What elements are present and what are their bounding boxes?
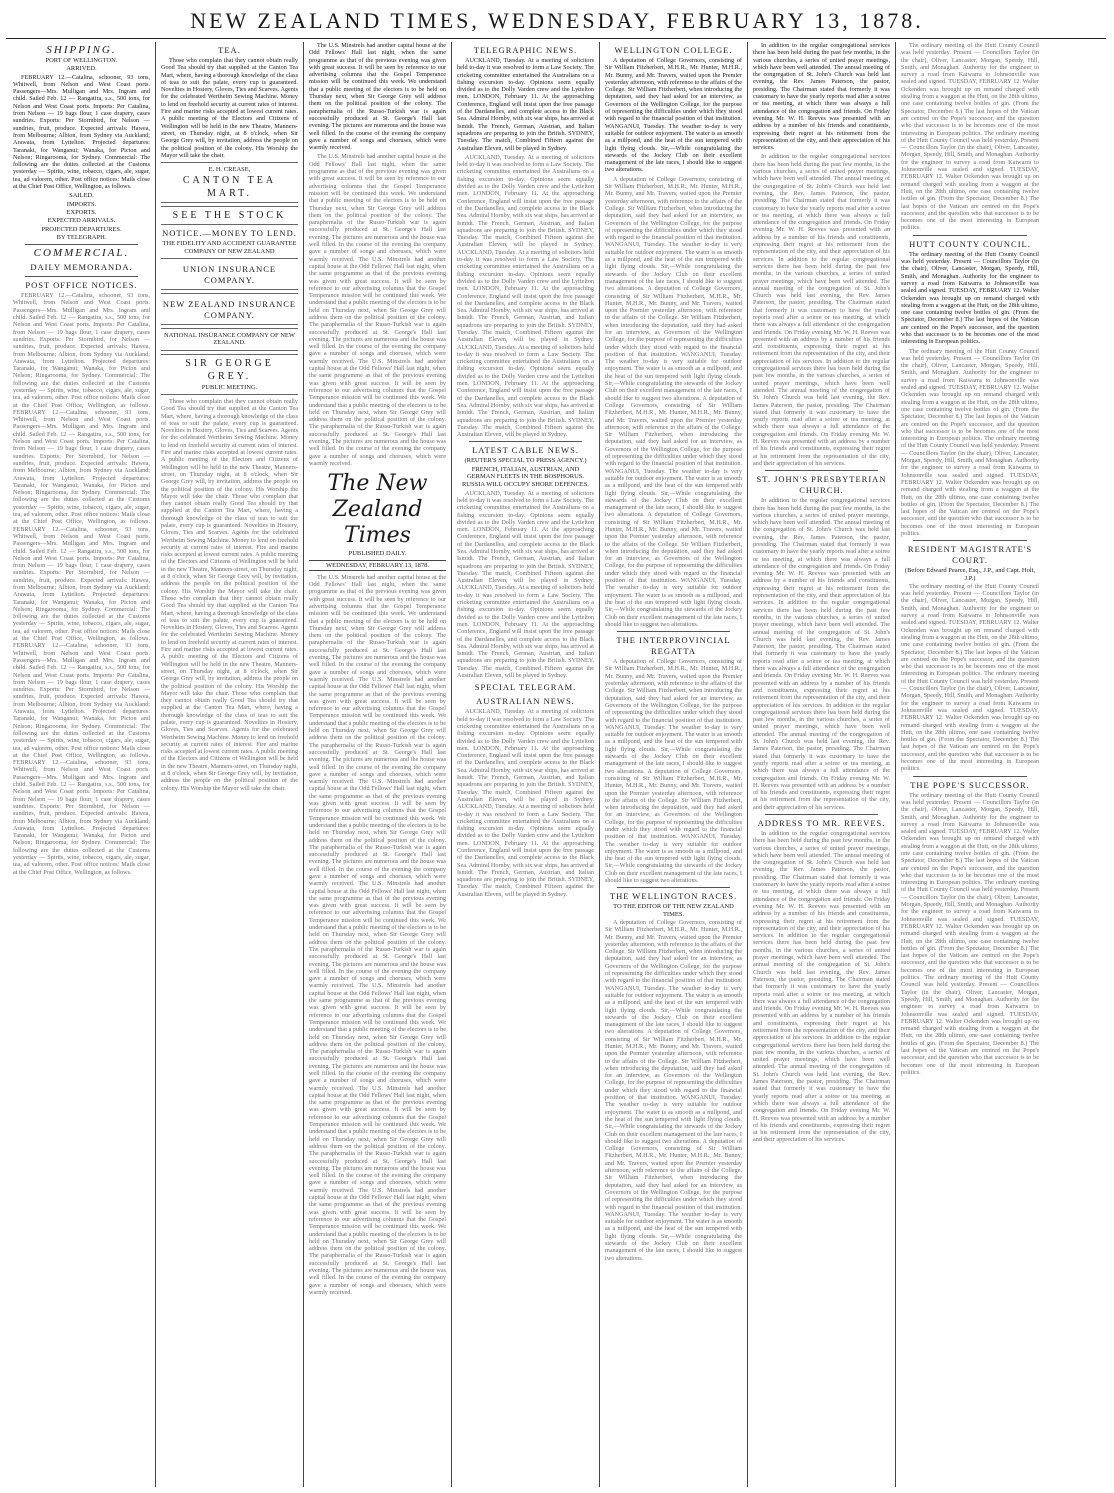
column-1-head-7: EXPECTED ARRIVALS. bbox=[47, 217, 116, 225]
column-1-head-1: SHIPPING. bbox=[46, 44, 117, 56]
column-1-head-8: PROJECTED DEPARTURES. bbox=[41, 225, 122, 233]
insurance-advert-national bbox=[161, 328, 298, 351]
column-2-head-2: E. H. CREASE, bbox=[208, 166, 251, 174]
column-1-head-12: POST OFFICE NOTICES. bbox=[25, 280, 138, 291]
column-2-head-11: PUBLIC MEETING. bbox=[201, 383, 258, 391]
column-2-body: Those who complain that they cannot obtain really Good Tea should try that supplied at the Canton Tea Mart, where, having a thorough knowledge of the class of teas to suit the palate, every cup is guaranteed. Novelties in Hosiery, Gloves, Ties and Scarves. Agents for the celebrated Wertheim Sewing Machine. Money to lend on freehold security at current rates of interest. Fire and marine risks accepted at lowest current rates. A public meeting of the Electors and Citizens of Wellington will be held in the new Theatre, Manners-street, on Thursday night, at 8 o'clock, when Sir George Grey will, by invitation, address the people on the political position of the colony. His Worship the Mayor will take the chair. bbox=[161, 57, 298, 159]
column-7-head-4: THE POPE'S SUCCESSOR. bbox=[910, 779, 1030, 790]
columns-grid bbox=[8, 42, 1106, 1487]
column-1-head-4: SAILED. bbox=[69, 192, 94, 200]
column-1-head-10: COMMERCIAL. bbox=[33, 247, 130, 260]
masthead-rule bbox=[6, 38, 1106, 39]
column-1 bbox=[8, 42, 156, 1487]
dateline: WEDNESDAY, FEBRUARY 13, 1878. bbox=[309, 560, 446, 571]
column-6-filler-c: In addition to the regular congregational services there has been held during the past few months, in the various churches, a series of united prayer meetings, which have been well attended. The annual meeting of the congregation of St. John's Church was held last evening, the Rev. James Paterson, the pastor, presiding. The Chairman stated that formerly it was customary to have the yearly reports read after a soiree or tea meeting, at which there was always a full attendance of the congregation and friends. On Friday evening Mr. W. H. Reeves was presented with an address by a number of his friends and constituents, expressing their regret at his retirement from the representation of the city, and their appreciation of his services. In addition to the regular congregational services there has been held during the past few months, in the various churches, a series of united prayer meetings, which have been well attended. The annual meeting of the congregation of St. John's Church was held last evening, the Rev. James Paterson, the pastor, presiding. The Chairman stated that formerly it was customary to have the yearly reports read after a soiree or tea meeting, at which there was always a full attendance of the congregation and friends. On Friday evening Mr. W. H. Reeves was presented with an address by a number of his friends and constituents, expressing their regret at his retirement from the representation of the city, and their appreciation of his services. In addition to the regular congregational services there has been held during the past few months, in the various churches, a series of united prayer meetings, which have been well attended. The annual meeting of the congregation of St. John's Church was held last evening, the Rev. James Paterson, the pastor, presiding. The Chairman stated that formerly it was customary to have the yearly reports read after a soiree or tea meeting, at which there was always a full attendance of the congregation and friends. On Friday evening Mr. W. H. Reeves was presented with an address by a number of his friends and constituents, expressing their regret at his retirement from the representation of the city, and their appreciation of his services. bbox=[753, 829, 890, 1144]
column-7-filler-d: The ordinary meeting of the Hutt County Council was held yesterday. Present — Councillors Taylor (in the chair), Oliver, Lancaster, Morgan, Speedy, Hill, Smith, and Monaghan. Authority for the engineer to survey a road from Kaiwarra to Johnsonville was sealed and signed. TUESDAY, FEBRUARY 12. Walter Ockenden was brought up on remand charged with stealing from a waggon at the Hutt, on the 28th ultimo, one case containing twelve bottles of gin. (From the Spectator, December 8.) The last hopes of the Vatican are centred on the Pope's successor, and the question who that successor is to be becomes one of the most interesting in European politics. The ordinary meeting of the Hutt County Council was held yesterday. Present — Councillors Taylor (in the chair), Oliver, Lancaster, Morgan, Speedy, Hill, Smith, and Monaghan. Authority for the engineer to survey a road from Kaiwarra to Johnsonville was sealed and signed. TUESDAY, FEBRUARY 12. Walter Ockenden was brought up on remand charged with stealing from a waggon at the Hutt, on the 28th ultimo, one case containing twelve bottles of gin. (From the Spectator, December 8.) The last hopes of the Vatican are centred on the Pope's successor, and the question who that successor is to be becomes one of the most interesting in European politics. The ordinary meeting of the Hutt County Council was held yesterday. Present — Councillors Taylor (in the chair), Oliver, Lancaster, Morgan, Speedy, Hill, Smith, and Monaghan. Authority for the engineer to survey a road from Kaiwarra to Johnsonville was sealed and signed. TUESDAY, FEBRUARY 12. Walter Ockenden was brought up on remand charged with stealing from a waggon at the Hutt, on the 28th ultimo, one case containing twelve bottles of gin. (From the Spectator, December 8.) The last hopes of the Vatican are centred on the Pope's successor, and the question who that successor is to be becomes one of the most interesting in European politics. bbox=[901, 791, 1039, 1076]
column-1-body: FEBRUARY 12.—Catalina, schooner, 93 tons, Whitwell, from Nelson and West Coast ports. Passengers—Mrs. Mulligan and Mrs. Ingram and child. Sailed Feb. 12 — Rangatira, s.s., 500 tons, for Nelson and West Coast ports. Imports: Per Catalina, from Nelson — 19 bags flour, 1 case drapery, cases sundries. Exports: Per Stormbird, for Nelson — sundries, fruit, produce. Expected arrivals: Hawea, from Melbourne; Albion, from Sydney via Auckland; Arawata, from Lyttelton. Projected departures: Taranaki, for Wanganui; Wanaka, for Picton and Nelson; Ringarooma, for Sydney. Commercial: The following are the duties collected at the Customs yesterday — Spirits, wine, tobacco, cigars, ale, sugar, tea, ad valorem, other. Post office notices: Mails close at the Chief Post Office, Wellington, as follows. bbox=[13, 73, 150, 191]
column-2-head-3: CANTON TEA MART. bbox=[182, 175, 277, 200]
column-5 bbox=[600, 42, 748, 1487]
tea-advert bbox=[161, 162, 298, 203]
column-1-head-5: IMPORTS. bbox=[66, 200, 97, 208]
column-3 bbox=[304, 42, 452, 1487]
column-4-head-7: AUSTRALIAN NEWS. bbox=[476, 696, 575, 707]
column-4-body: AUCKLAND, Tuesday. At a meeting of solicitors held to-day it was resolved to form a Law Society. The cricketing committee entertained the Australians on a fishing excursion to-day. Opinions seem equally divided as to the Dolly Varden crew and the Lyttelton men. LONDON, February 11. At the approaching Conference, England will insist upon the free passage of the Dardanelles, and complete access to the Black Sea. Admiral Hornby, with six war ships, has arrived at Ismidt. The French, German, Austrian, and Italian squadrons are preparing to join the British. SYDNEY, Tuesday. The match, Combined Fifteen against the Australian Eleven, will be played in Sydney. bbox=[457, 57, 594, 152]
column-1-filler: FEBRUARY 12.—Catalina, schooner, 93 tons, Whitwell, from Nelson and West Coast ports. Passengers—Mrs. Mulligan and Mrs. Ingram and child. Sailed Feb. 12 — Rangatira, s.s., 500 tons, for Nelson and West Coast ports. Imports: Per Catalina, from Nelson — 19 bags flour, 1 case drapery, cases sundries. Exports: Per Stormbird, for Nelson — sundries, fruit, produce. Expected arrivals: Hawea, from Melbourne; Albion, from Sydney via Auckland; Arawata, from Lyttelton. Projected departures: Taranaki, for Wanganui; Wanaka, for Picton and Nelson; Ringarooma, for Sydney. Commercial: The following are the duties collected at the Customs yesterday — Spirits, wine, tobacco, cigars, ale, sugar, tea, ad valorem, other. Post office notices: Mails close at the Chief Post Office, Wellington, as follows. FEBRUARY 12.—Catalina, schooner, 93 tons, Whitwell, from Nelson and West Coast ports. Passengers—Mrs. Mulligan and Mrs. Ingram and child. Sailed Feb. 12 — Rangatira, s.s., 500 tons, for Nelson and West Coast ports. Imports: Per Catalina, from Nelson — 19 bags flour, 1 case drapery, cases sundries. Exports: Per Stormbird, for Nelson — sundries, fruit, produce. Expected arrivals: Hawea, from Melbourne; Albion, from Sydney via Auckland; Arawata, from Lyttelton. Projected departures: Taranaki, for Wanganui; Wanaka, for Picton and Nelson; Ringarooma, for Sydney. Commercial: The following are the duties collected at the Customs yesterday — Spirits, wine, tobacco, cigars, ale, sugar, tea, ad valorem, other. Post office notices: Mails close at the Chief Post Office, Wellington, as follows. FEBRUARY 12.—Catalina, schooner, 93 tons, Whitwell, from Nelson and West Coast ports. Passengers—Mrs. Mulligan and Mrs. Ingram and child. Sailed Feb. 12 — Rangatira, s.s., 500 tons, for Nelson and West Coast ports. Imports: Per Catalina, from Nelson — 19 bags flour, 1 case drapery, cases sundries. Exports: Per Stormbird, for Nelson — sundries, fruit, produce. Expected arrivals: Hawea, from Melbourne; Albion, from Sydney via Auckland; Arawata, from Lyttelton. Projected departures: Taranaki, for Wanganui; Wanaka, for Picton and Nelson; Ringarooma, for Sydney. Commercial: The following are the duties collected at the Customs yesterday — Spirits, wine, tobacco, cigars, ale, sugar, tea, ad valorem, other. Post office notices: Mails close at the Chief Post Office, Wellington, as follows. FEBRUARY 12.—Catalina, schooner, 93 tons, Whitwell, from Nelson and West Coast ports. Passengers—Mrs. Mulligan and Mrs. Ingram and child. Sailed Feb. 12 — Rangatira, s.s., 500 tons, for Nelson and West Coast ports. Imports: Per Catalina, from Nelson — 19 bags flour, 1 case drapery, cases sundries. Exports: Per Stormbird, for Nelson — sundries, fruit, produce. Expected arrivals: Hawea, from Melbourne; Albion, from Sydney via Auckland; Arawata, from Lyttelton. Projected departures: Taranaki, for Wanganui; Wanaka, for Picton and Nelson; Ringarooma, for Sydney. Commercial: The following are the duties collected at the Customs yesterday — Spirits, wine, tobacco, cigars, ale, sugar, tea, ad valorem, other. Post office notices: Mails close at the Chief Post Office, Wellington, as follows. FEBRUARY 12.—Catalina, schooner, 93 tons, Whitwell, from Nelson and West Coast ports. Passengers—Mrs. Mulligan and Mrs. Ingram and child. Sailed Feb. 12 — Rangatira, s.s., 500 tons, for Nelson and West Coast ports. Imports: Per Catalina, from Nelson — 19 bags flour, 1 case drapery, cases sundries. Exports: Per Stormbird, for Nelson — sundries, fruit, produce. Expected arrivals: Hawea, from Melbourne; Albion, from Sydney via Auckland; Arawata, from Lyttelton. Projected departures: Taranaki, for Wanganui; Wanaka, for Picton and Nelson; Ringarooma, for Sydney. Commercial: The following are the duties collected at the Customs yesterday — Spirits, wine, tobacco, cigars, ale, sugar, tea, ad valorem, other. Post office notices: Mails close at the Chief Post Office, Wellington, as follows. bbox=[13, 292, 150, 876]
column-7-body: The ordinary meeting of the Hutt County Council was held yesterday. Present — Councillors Taylor (in the chair), Oliver, Lancaster, Morgan, Speedy, Hill, Smith, and Monaghan. Authority for the engineer to survey a road from Kaiwarra to Johnsonville was sealed and signed. TUESDAY, FEBRUARY 12. Walter Ockenden was brought up on remand charged with stealing from a waggon at the Hutt, on the 28th ultimo, one case containing twelve bottles of gin. (From the Spectator, December 8.) The last hopes of the Vatican are centred on the Pope's successor, and the question who that successor is to be becomes one of the most interesting in European politics. bbox=[901, 250, 1039, 346]
column-6 bbox=[748, 42, 896, 1487]
column-7-filler-b: The ordinary meeting of the Hutt County Council was held yesterday. Present — Councillors Taylor (in the chair), Oliver, Lancaster, Morgan, Speedy, Hill, Smith, and Monaghan. Authority for the engineer to survey a road from Kaiwarra to Johnsonville was sealed and signed. TUESDAY, FEBRUARY 12. Walter Ockenden was brought up on remand charged with stealing from a waggon at the Hutt, on the 28th ultimo, one case containing twelve bottles of gin. (From the Spectator, December 8.) The last hopes of the Vatican are centred on the Pope's successor, and the question who that successor is to be becomes one of the most interesting in European politics. The ordinary meeting of the Hutt County Council was held yesterday. Present — Councillors Taylor (in the chair), Oliver, Lancaster, Morgan, Speedy, Hill, Smith, and Monaghan. Authority for the engineer to survey a road from Kaiwarra to Johnsonville was sealed and signed. TUESDAY, FEBRUARY 12. Walter Ockenden was brought up on remand charged with stealing from a waggon at the Hutt, on the 28th ultimo, one case containing twelve bottles of gin. (From the Spectator, December 8.) The last hopes of the Vatican are centred on the Pope's successor, and the question who that successor is to be becomes one of the most interesting in European politics. bbox=[901, 347, 1039, 537]
column-4-head-1: TELEGRAPHIC NEWS. bbox=[473, 45, 578, 55]
column-4-filler-a: AUCKLAND, Tuesday. At a meeting of solicitors held to-day it was resolved to form a Law Society. The cricketing committee entertained the Australians on a fishing excursion to-day. Opinions seem equally divided as to the Dolly Varden crew and the Lyttelton men. LONDON, February 11. At the approaching Conference, England will insist upon the free passage of the Dardanelles, and complete access to the Black Sea. Admiral Hornby, with six war ships, has arrived at Ismidt. The French, German, Austrian, and Italian squadrons are preparing to join the British. SYDNEY, Tuesday. The match, Combined Fifteen against the Australian Eleven, will be played in Sydney. AUCKLAND, Tuesday. At a meeting of solicitors held to-day it was resolved to form a Law Society. The cricketing committee entertained the Australians on a fishing excursion to-day. Opinions seem equally divided as to the Dolly Varden crew and the Lyttelton men. LONDON, February 11. At the approaching Conference, England will insist upon the free passage of the Dardanelles, and complete access to the Black Sea. Admiral Hornby, with six war ships, has arrived at Ismidt. The French, German, Austrian, and Italian squadrons are preparing to join the British. SYDNEY, Tuesday. The match, Combined Fifteen against the Australian Eleven, will be played in Sydney. AUCKLAND, Tuesday. At a meeting of solicitors held to-day it was resolved to form a Law Society. The cricketing committee entertained the Australians on a fishing excursion to-day. Opinions seem equally divided as to the Dolly Varden crew and the Lyttelton men. LONDON, February 11. At the approaching Conference, England will insist upon the free passage of the Dardanelles, and complete access to the Black Sea. Admiral Hornby, with six war ships, has arrived at Ismidt. The French, German, Austrian, and Italian squadrons are preparing to join the British. SYDNEY, Tuesday. The match, Combined Fifteen against the Australian Eleven, will be played in Sydney. bbox=[457, 153, 594, 439]
nameplate-subtitle: PUBLISHED DAILY. bbox=[348, 550, 407, 558]
insurance-advert-nz bbox=[161, 293, 298, 325]
stock-advert bbox=[161, 206, 298, 225]
column-6-head-2: ADDRESS TO MR. REEVES. bbox=[757, 817, 886, 828]
column-2 bbox=[156, 42, 304, 1487]
column-5-filler-b: A deputation of College Governors, consisting of Sir William Fitzherbert, M.H.R., Mr. Hunter, M.H.R., Mr. Bunny, and Mr. Travers, waited upon the Premier yesterday afternoon, with reference to the affairs of the College. Sir William Fitzherbert, when introducing the deputation, said they had asked for an interview, as Governors of the Wellington College, for the purpose of representing the difficulties under which they stood with regard to the financial position of that institution. WANGANUI, Tuesday. The weather to-day is very suitable for outdoor enjoyment. The water is as smooth as a millpond, and the heat of the sun tempered with light flying clouds. Sir,—While congratulating the stewards of the Jockey Club on their excellent management of the late races, I should like to suggest two alterations. A deputation of College Governors, consisting of Sir William Fitzherbert, M.H.R., Mr. Hunter, M.H.R., Mr. Bunny, and Mr. Travers, waited upon the Premier yesterday afternoon, with reference to the affairs of the College. Sir William Fitzherbert, when introducing the deputation, said they had asked for an interview, as Governors of the Wellington College, for the purpose of representing the difficulties under which they stood with regard to the financial position of that institution. WANGANUI, Tuesday. The weather to-day is very suitable for outdoor enjoyment. The water is as smooth as a millpond, and the heat of the sun tempered with light flying clouds. Sir,—While congratulating the stewards of the Jockey Club on their excellent management of the late races, I should like to suggest two alterations. bbox=[605, 658, 742, 885]
column-2-head-10: SIR GEORGE GREY. bbox=[185, 357, 274, 382]
column-7-head-3: (Before Edward Pearce, Esq., J.P., and Capt. Holt, J.P.) bbox=[904, 567, 1036, 582]
column-3-body: The U.S. Minstrels had another capital house at the Odd Fellows' Hall last night, when the same programme as that of the previous evening was given with great success. It will be seen by reference to our advertising columns that the Gospel Temperance mission will be continued this week. We understand that a public meeting of the electors is to be held on Thursday next, when Sir George Grey will address them on the political position of the colony. The paraphernalia of the Russo-Turkish war is again successfully produced at St. George's Hall last evening. The pictures are numerous and the house was well filled. In the course of the evening the company gave a number of songs and choruses, which were warmly received. bbox=[309, 42, 446, 152]
column-2-head-1: TEA. bbox=[218, 45, 241, 55]
column-3-filler-a: The U.S. Minstrels had another capital house at the Odd Fellows' Hall last night, when the same programme as that of the previous evening was given with great success. It will be seen by reference to our advertising columns that the Gospel Temperance mission will be continued this week. We understand that a public meeting of the electors is to be held on Thursday next, when Sir George Grey will address them on the political position of the colony. The paraphernalia of the Russo-Turkish war is again successfully produced at St. George's Hall last evening. The pictures are numerous and the house was well filled. In the course of the evening the company gave a number of songs and choruses, which were warmly received. The U.S. Minstrels had another capital house at the Odd Fellows' Hall last night, when the same programme as that of the previous evening was given with great success. It will be seen by reference to our advertising columns that the Gospel Temperance mission will be continued this week. We understand that a public meeting of the electors is to be held on Thursday next, when Sir George Grey will address them on the political position of the colony. The paraphernalia of the Russo-Turkish war is again successfully produced at St. George's Hall last evening. The pictures are numerous and the house was well filled. In the course of the evening the company gave a number of songs and choruses, which were warmly received. The U.S. Minstrels had another capital house at the Odd Fellows' Hall last night, when the same programme as that of the previous evening was given with great success. It will be seen by reference to our advertising columns that the Gospel Temperance mission will be continued this week. We understand that a public meeting of the electors is to be held on Thursday next, when Sir George Grey will address them on the political position of the colony. The paraphernalia of the Russo-Turkish war is again successfully produced at St. George's Hall last evening. The pictures are numerous and the house was well filled. In the course of the evening the company gave a number of songs and choruses, which were warmly received. bbox=[309, 153, 446, 467]
column-6-head-1: ST. JOHN'S PRESBYTERIAN CHURCH. bbox=[756, 474, 887, 496]
public-meeting-advert bbox=[161, 354, 298, 395]
column-2-head-5: NOTICE.—MONEY TO LEND. bbox=[162, 228, 297, 239]
column-4-head-5: RUSSIA WILL OCCUPY SHORE DEFENCES. bbox=[461, 481, 590, 489]
column-4-head-2: LATEST CABLE NEWS. bbox=[472, 445, 579, 456]
column-2-head-4: SEE THE STOCK bbox=[172, 210, 287, 222]
column-5-head-4: TO THE EDITOR OF THE NEW ZEALAND TIMES. bbox=[613, 903, 734, 918]
column-2-head-8: NEW ZEALAND INSURANCE COMPANY. bbox=[162, 299, 297, 321]
insurance-advert-union bbox=[161, 258, 298, 290]
column-1-head-3: ARRIVED. bbox=[66, 65, 97, 73]
column-4-head-3: (REUTER'S SPECIAL TO PRESS AGENCY.) bbox=[464, 457, 587, 465]
column-5-head-3: THE WELLINGTON RACES. bbox=[609, 891, 738, 902]
column-5-head-2: THE INTERPROVINCIAL REGATTA bbox=[616, 635, 731, 657]
column-4-filler-b: AUCKLAND, Tuesday. At a meeting of solicitors held to-day it was resolved to form a Law Society. The cricketing committee entertained the Australians on a fishing excursion to-day. Opinions seem equally divided as to the Dolly Varden crew and the Lyttelton men. LONDON, February 11. At the approaching Conference, England will insist upon the free passage of the Dardanelles, and complete access to the Black Sea. Admiral Hornby, with six war ships, has arrived at Ismidt. The French, German, Austrian, and Italian squadrons are preparing to join the British. SYDNEY, Tuesday. The match, Combined Fifteen against the Australian Eleven, will be played in Sydney. AUCKLAND, Tuesday. At a meeting of solicitors held to-day it was resolved to form a Law Society. The cricketing committee entertained the Australians on a fishing excursion to-day. Opinions seem equally divided as to the Dolly Varden crew and the Lyttelton men. LONDON, February 11. At the approaching Conference, England will insist upon the free passage of the Dardanelles, and complete access to the Black Sea. Admiral Hornby, with six war ships, has arrived at Ismidt. The French, German, Austrian, and Italian squadrons are preparing to join the British. SYDNEY, Tuesday. The match, Combined Fifteen against the Australian Eleven, will be played in Sydney. bbox=[457, 489, 594, 680]
column-2-head-7: UNION INSURANCE COMPANY. bbox=[182, 264, 277, 286]
column-6-body: In addition to the regular congregational services there has been held during the past few months, in the various churches, a series of united prayer meetings, which have been well attended. The annual meeting of the congregation of St. John's Church was held last evening, the Rev. James Paterson, the pastor, presiding. The Chairman stated that formerly it was customary to have the yearly reports read after a soiree or tea meeting, at which there was always a full attendance of the congregation and friends. On Friday evening Mr. W. H. Reeves was presented with an address by a number of his friends and constituents, expressing their regret at his retirement from the representation of the city, and their appreciation of his services. bbox=[753, 42, 890, 152]
column-5-body: A deputation of College Governors, consisting of Sir William Fitzherbert, M.H.R., Mr. Hunter, M.H.R., Mr. Bunny, and Mr. Travers, waited upon the Premier yesterday afternoon, with reference to the affairs of the College. Sir William Fitzherbert, when introducing the deputation, said they had asked for an interview, as Governors of the Wellington College, for the purpose of representing the difficulties under which they stood with regard to the financial position of that institution. WANGANUI, Tuesday. The weather to-day is very suitable for outdoor enjoyment. The water is as smooth as a millpond, and the heat of the sun tempered with light flying clouds. Sir,—While congratulating the stewards of the Jockey Club on their excellent management of the late races, I should like to suggest two alterations. bbox=[605, 57, 742, 174]
column-6-filler-b: In addition to the regular congregational services there has been held during the past few months, in the various churches, a series of united prayer meetings, which have been well attended. The annual meeting of the congregation of St. John's Church was held last evening, the Rev. James Paterson, the pastor, presiding. The Chairman stated that formerly it was customary to have the yearly reports read after a soiree or tea meeting, at which there was always a full attendance of the congregation and friends. On Friday evening Mr. W. H. Reeves was presented with an address by a number of his friends and constituents, expressing their regret at his retirement from the representation of the city, and their appreciation of his services. In addition to the regular congregational services there has been held during the past few months, in the various churches, a series of united prayer meetings, which have been well attended. The annual meeting of the congregation of St. John's Church was held last evening, the Rev. James Paterson, the pastor, presiding. The Chairman stated that formerly it was customary to have the yearly reports read after a soiree or tea meeting, at which there was always a full attendance of the congregation and friends. On Friday evening Mr. W. H. Reeves was presented with an address by a number of his friends and constituents, expressing their regret at his retirement from the representation of the city, and their appreciation of his services. In addition to the regular congregational services there has been held during the past few months, in the various churches, a series of united prayer meetings, which have been well attended. The annual meeting of the congregation of St. John's Church was held last evening, the Rev. James Paterson, the pastor, presiding. The Chairman stated that formerly it was customary to have the yearly reports read after a soiree or tea meeting, at which there was always a full attendance of the congregation and friends. On Friday evening Mr. W. H. Reeves was presented with an address by a number of his friends and constituents, expressing their regret at his retirement from the representation of the city, and their appreciation of his services. bbox=[753, 497, 890, 811]
masthead: NEW ZEALAND TIMES, WEDNESDAY, FEBRUARY 13, 1878. bbox=[190, 8, 924, 33]
column-2-head-9: NATIONAL INSURANCE COMPANY OF NEW ZEALAND. bbox=[163, 332, 296, 347]
column-4-head-6: SPECIAL TELEGRAM. bbox=[474, 682, 577, 693]
column-4-filler-c: AUCKLAND, Tuesday. At a meeting of solicitors held to-day it was resolved to form a Law Society. The cricketing committee entertained the Australians on a fishing excursion to-day. Opinions seem equally divided as to the Dolly Varden crew and the Lyttelton men. LONDON, February 11. At the approaching Conference, England will insist upon the free passage of the Dardanelles, and complete access to the Black Sea. Admiral Hornby, with six war ships, has arrived at Ismidt. The French, German, Austrian, and Italian squadrons are preparing to join the British. SYDNEY, Tuesday. The match, Combined Fifteen against the Australian Eleven, will be played in Sydney. AUCKLAND, Tuesday. At a meeting of solicitors held to-day it was resolved to form a Law Society. The cricketing committee entertained the Australians on a fishing excursion to-day. Opinions seem equally divided as to the Dolly Varden crew and the Lyttelton men. LONDON, February 11. At the approaching Conference, England will insist upon the free passage of the Dardanelles, and complete access to the Black Sea. Admiral Hornby, with six war ships, has arrived at Ismidt. The French, German, Austrian, and Italian squadrons are preparing to join the British. SYDNEY, Tuesday. The match, Combined Fifteen against the Australian Eleven, will be played in Sydney. bbox=[457, 708, 594, 898]
column-5-filler-a: A deputation of College Governors, consisting of Sir William Fitzherbert, M.H.R., Mr. Hunter, M.H.R., Mr. Bunny, and Mr. Travers, waited upon the Premier yesterday afternoon, with reference to the affairs of the College. Sir William Fitzherbert, when introducing the deputation, said they had asked for an interview, as Governors of the Wellington College, for the purpose of representing the difficulties under which they stood with regard to the financial position of that institution. WANGANUI, Tuesday. The weather to-day is very suitable for outdoor enjoyment. The water is as smooth as a millpond, and the heat of the sun tempered with light flying clouds. Sir,—While congratulating the stewards of the Jockey Club on their excellent management of the late races, I should like to suggest two alterations. A deputation of College Governors, consisting of Sir William Fitzherbert, M.H.R., Mr. Hunter, M.H.R., Mr. Bunny, and Mr. Travers, waited upon the Premier yesterday afternoon, with reference to the affairs of the College. Sir William Fitzherbert, when introducing the deputation, said they had asked for an interview, as Governors of the Wellington College, for the purpose of representing the difficulties under which they stood with regard to the financial position of that institution. WANGANUI, Tuesday. The weather to-day is very suitable for outdoor enjoyment. The water is as smooth as a millpond, and the heat of the sun tempered with light flying clouds. Sir,—While congratulating the stewards of the Jockey Club on their excellent management of the late races, I should like to suggest two alterations. A deputation of College Governors, consisting of Sir William Fitzherbert, M.H.R., Mr. Hunter, M.H.R., Mr. Bunny, and Mr. Travers, waited upon the Premier yesterday afternoon, with reference to the affairs of the College. Sir William Fitzherbert, when introducing the deputation, said they had asked for an interview, as Governors of the Wellington College, for the purpose of representing the difficulties under which they stood with regard to the financial position of that institution. WANGANUI, Tuesday. The weather to-day is very suitable for outdoor enjoyment. The water is as smooth as a millpond, and the heat of the sun tempered with light flying clouds. Sir,—While congratulating the stewards of the Jockey Club on their excellent management of the late races, I should like to suggest two alterations. A deputation of College Governors, consisting of Sir William Fitzherbert, M.H.R., Mr. Hunter, M.H.R., Mr. Bunny, and Mr. Travers, waited upon the Premier yesterday afternoon, with reference to the affairs of the College. Sir William Fitzherbert, when introducing the deputation, said they had asked for an interview, as Governors of the Wellington College, for the purpose of representing the difficulties under which they stood with regard to the financial position of that institution. WANGANUI, Tuesday. The weather to-day is very suitable for outdoor enjoyment. The water is as smooth as a millpond, and the heat of the sun tempered with light flying clouds. Sir,—While congratulating the stewards of the Jockey Club on their excellent management of the late races, I should like to suggest two alterations. bbox=[605, 175, 742, 628]
nameplate: The New Zealand Times bbox=[327, 471, 428, 549]
column-4 bbox=[452, 42, 600, 1487]
column-2-filler: Those who complain that they cannot obtain really Good Tea should try that supplied at the Canton Tea Mart, where, having a thorough knowledge of the class of teas to suit the palate, every cup is guaranteed. Novelties in Hosiery, Gloves, Ties and Scarves. Agents for the celebrated Wertheim Sewing Machine. Money to lend on freehold security at current rates of interest. Fire and marine risks accepted at lowest current rates. A public meeting of the Electors and Citizens of Wellington will be held in the new Theatre, Manners-street, on Thursday night, at 8 o'clock, when Sir George Grey will, by invitation, address the people on the political position of the colony. His Worship the Mayor will take the chair. Those who complain that they cannot obtain really Good Tea should try that supplied at the Canton Tea Mart, where, having a thorough knowledge of the class of teas to suit the palate, every cup is guaranteed. Novelties in Hosiery, Gloves, Ties and Scarves. Agents for the celebrated Wertheim Sewing Machine. Money to lend on freehold security at current rates of interest. Fire and marine risks accepted at lowest current rates. A public meeting of the Electors and Citizens of Wellington will be held in the new Theatre, Manners-street, on Thursday night, at 8 o'clock, when Sir George Grey will, by invitation, address the people on the political position of the colony. His Worship the Mayor will take the chair. Those who complain that they cannot obtain really Good Tea should try that supplied at the Canton Tea Mart, where, having a thorough knowledge of the class of teas to suit the palate, every cup is guaranteed. Novelties in Hosiery, Gloves, Ties and Scarves. Agents for the celebrated Wertheim Sewing Machine. Money to lend on freehold security at current rates of interest. Fire and marine risks accepted at lowest current rates. A public meeting of the Electors and Citizens of Wellington will be held in the new Theatre, Manners-street, on Thursday night, at 8 o'clock, when Sir George Grey will, by invitation, address the people on the political position of the colony. His Worship the Mayor will take the chair. Those who complain that they cannot obtain really Good Tea should try that supplied at the Canton Tea Mart, where, having a thorough knowledge of the class of teas to suit the palate, every cup is guaranteed. Novelties in Hosiery, Gloves, Ties and Scarves. Agents for the celebrated Wertheim Sewing Machine. Money to lend on freehold security at current rates of interest. Fire and marine risks accepted at lowest current rates. A public meeting of the Electors and Citizens of Wellington will be held in the new Theatre, Manners-street, on Thursday night, at 8 o'clock, when Sir George Grey will, by invitation, address the people on the political position of the colony. His Worship the Mayor will take the chair. bbox=[161, 397, 298, 792]
column-7-filler-a: The ordinary meeting of the Hutt County Council was held yesterday. Present — Councillors Taylor (in the chair), Oliver, Lancaster, Morgan, Speedy, Hill, Smith, and Monaghan. Authority for the engineer to survey a road from Kaiwarra to Johnsonville was sealed and signed. TUESDAY, FEBRUARY 12. Walter Ockenden was brought up on remand charged with stealing from a waggon at the Hutt, on the 28th ultimo, one case containing twelve bottles of gin. (From the Spectator, December 8.) The last hopes of the Vatican are centred on the Pope's successor, and the question who that successor is to be becomes one of the most interesting in European politics. The ordinary meeting of the Hutt County Council was held yesterday. Present — Councillors Taylor (in the chair), Oliver, Lancaster, Morgan, Speedy, Hill, Smith, and Monaghan. Authority for the engineer to survey a road from Kaiwarra to Johnsonville was sealed and signed. TUESDAY, FEBRUARY 12. Walter Ockenden was brought up on remand charged with stealing from a waggon at the Hutt, on the 28th ultimo, one case containing twelve bottles of gin. (From the Spectator, December 8.) The last hopes of the Vatican are centred on the Pope's successor, and the question who that successor is to be becomes one of the most interesting in European politics. bbox=[901, 42, 1039, 232]
column-6-filler-a: In addition to the regular congregational services there has been held during the past few months, in the various churches, a series of united prayer meetings, which have been well attended. The annual meeting of the congregation of St. John's Church was held last evening, the Rev. James Paterson, the pastor, presiding. The Chairman stated that formerly it was customary to have the yearly reports read after a soiree or tea meeting, at which there was always a full attendance of the congregation and friends. On Friday evening Mr. W. H. Reeves was presented with an address by a number of his friends and constituents, expressing their regret at his retirement from the representation of the city, and their appreciation of his services. In addition to the regular congregational services there has been held during the past few months, in the various churches, a series of united prayer meetings, which have been well attended. The annual meeting of the congregation of St. John's Church was held last evening, the Rev. James Paterson, the pastor, presiding. The Chairman stated that formerly it was customary to have the yearly reports read after a soiree or tea meeting, at which there was always a full attendance of the congregation and friends. On Friday evening Mr. W. H. Reeves was presented with an address by a number of his friends and constituents, expressing their regret at his retirement from the representation of the city, and their appreciation of his services. In addition to the regular congregational services there has been held during the past few months, in the various churches, a series of united prayer meetings, which have been well attended. The annual meeting of the congregation of St. John's Church was held last evening, the Rev. James Paterson, the pastor, presiding. The Chairman stated that formerly it was customary to have the yearly reports read after a soiree or tea meeting, at which there was always a full attendance of the congregation and friends. On Friday evening Mr. W. H. Reeves was presented with an address by a number of his friends and constituents, expressing their regret at his retirement from the representation of the city, and their appreciation of his services. bbox=[753, 153, 890, 467]
column-1-head-6: EXPORTS. bbox=[66, 208, 97, 216]
column-1-head-11: DAILY MEMORANDA. bbox=[30, 262, 133, 273]
column-5-filler-c: A deputation of College Governors, consisting of Sir William Fitzherbert, M.H.R., Mr. Hunter, M.H.R., Mr. Bunny, and Mr. Travers, waited upon the Premier yesterday afternoon, with reference to the affairs of the College. Sir William Fitzherbert, when introducing the deputation, said they had asked for an interview, as Governors of the Wellington College, for the purpose of representing the difficulties under which they stood with regard to the financial position of that institution. WANGANUI, Tuesday. The weather to-day is very suitable for outdoor enjoyment. The water is as smooth as a millpond, and the heat of the sun tempered with light flying clouds. Sir,—While congratulating the stewards of the Jockey Club on their excellent management of the late races, I should like to suggest two alterations. A deputation of College Governors, consisting of Sir William Fitzherbert, M.H.R., Mr. Hunter, M.H.R., Mr. Bunny, and Mr. Travers, waited upon the Premier yesterday afternoon, with reference to the affairs of the College. Sir William Fitzherbert, when introducing the deputation, said they had asked for an interview, as Governors of the Wellington College, for the purpose of representing the difficulties under which they stood with regard to the financial position of that institution. WANGANUI, Tuesday. The weather to-day is very suitable for outdoor enjoyment. The water is as smooth as a millpond, and the heat of the sun tempered with light flying clouds. Sir,—While congratulating the stewards of the Jockey Club on their excellent management of the late races, I should like to suggest two alterations. A deputation of College Governors, consisting of Sir William Fitzherbert, M.H.R., Mr. Hunter, M.H.R., Mr. Bunny, and Mr. Travers, waited upon the Premier yesterday afternoon, with reference to the affairs of the College. Sir William Fitzherbert, when introducing the deputation, said they had asked for an interview, as Governors of the Wellington College, for the purpose of representing the difficulties under which they stood with regard to the financial position of that institution. WANGANUI, Tuesday. The weather to-day is very suitable for outdoor enjoyment. The water is as smooth as a millpond, and the heat of the sun tempered with light flying clouds. Sir,—While congratulating the stewards of the Jockey Club on their excellent management of the late races, I should like to suggest two alterations. bbox=[605, 918, 742, 1262]
column-7 bbox=[896, 42, 1044, 1487]
column-1-head-9: BY TELEGRAPH. bbox=[56, 233, 107, 241]
column-4-head-4: FRENCH, ITALIAN, AUSTRIAN, AND GERMAN FLEETS IN THE BOSPHORUS. bbox=[466, 465, 585, 481]
column-1-head-2: PORT OF WELLINGTON. bbox=[45, 57, 118, 64]
column-2-head-6: THE FIDELITY AND ACCIDENT GUARANTEE COMPANY OF NEW ZEALAND bbox=[162, 240, 297, 255]
column-3-filler-b: The U.S. Minstrels had another capital house at the Odd Fellows' Hall last night, when the same programme as that of the previous evening was given with great success. It will be seen by reference to our advertising columns that the Gospel Temperance mission will be continued this week. We understand that a public meeting of the electors is to be held on Thursday next, when Sir George Grey will address them on the political position of the colony. The paraphernalia of the Russo-Turkish war is again successfully produced at St. George's Hall last evening. The pictures are numerous and the house was well filled. In the course of the evening the company gave a number of songs and choruses, which were warmly received. The U.S. Minstrels had another capital house at the Odd Fellows' Hall last night, when the same programme as that of the previous evening was given with great success. It will be seen by reference to our advertising columns that the Gospel Temperance mission will be continued this week. We understand that a public meeting of the electors is to be held on Thursday next, when Sir George Grey will address them on the political position of the colony. The paraphernalia of the Russo-Turkish war is again successfully produced at St. George's Hall last evening. The pictures are numerous and the house was well filled. In the course of the evening the company gave a number of songs and choruses, which were warmly received. The U.S. Minstrels had another capital house at the Odd Fellows' Hall last night, when the same programme as that of the previous evening was given with great success. It will be seen by reference to our advertising columns that the Gospel Temperance mission will be continued this week. We understand that a public meeting of the electors is to be held on Thursday next, when Sir George Grey will address them on the political position of the colony. The paraphernalia of the Russo-Turkish war is again successfully produced at St. George's Hall last evening. The pictures are numerous and the house was well filled. In the course of the evening the company gave a number of songs and choruses, which were warmly received. The U.S. Minstrels had another capital house at the Odd Fellows' Hall last night, when the same programme as that of the previous evening was given with great success. It will be seen by reference to our advertising columns that the Gospel Temperance mission will be continued this week. We understand that a public meeting of the electors is to be held on Thursday next, when Sir George Grey will address them on the political position of the colony. The paraphernalia of the Russo-Turkish war is again successfully produced at St. George's Hall last evening. The pictures are numerous and the house was well filled. In the course of the evening the company gave a number of songs and choruses, which were warmly received. The U.S. Minstrels had another capital house at the Odd Fellows' Hall last night, when the same programme as that of the previous evening was given with great success. It will be seen by reference to our advertising columns that the Gospel Temperance mission will be continued this week. We understand that a public meeting of the electors is to be held on Thursday next, when Sir George Grey will address them on the political position of the colony. The paraphernalia of the Russo-Turkish war is again successfully produced at St. George's Hall last evening. The pictures are numerous and the house was well filled. In the course of the evening the company gave a number of songs and choruses, which were warmly received. The U.S. Minstrels had another capital house at the Odd Fellows' Hall last night, when the same programme as that of the previous evening was given with great success. It will be seen by reference to our advertising columns that the Gospel Temperance mission will be continued this week. We understand that a public meeting of the electors is to be held on Thursday next, when Sir George Grey will address them on the political position of the colony. The paraphernalia of the Russo-Turkish war is again successfully produced at St. George's Hall last evening. The pictures are numerous and the house was well filled. In the course of the evening the company gave a number of songs and choruses, which were warmly received. The U.S. Minstrels had another capital house at the Odd Fellows' Hall last night, when the same programme as that of the previous evening was given with great success. It will be seen by reference to our advertising columns that the Gospel Temperance mission will be continued this week. We understand that a public meeting of the electors is to be held on Thursday next, when Sir George Grey will address them on the political position of the colony. The paraphernalia of the Russo-Turkish war is again successfully produced at St. George's Hall last evening. The pictures are numerous and the house was well filled. In the course of the evening the company gave a number of songs and choruses, which were warmly received. bbox=[309, 573, 446, 1296]
column-7-filler-c: The ordinary meeting of the Hutt County Council was held yesterday. Present — Councillors Taylor (in the chair), Oliver, Lancaster, Morgan, Speedy, Hill, Smith, and Monaghan. Authority for the engineer to survey a road from Kaiwarra to Johnsonville was sealed and signed. TUESDAY, FEBRUARY 12. Walter Ockenden was brought up on remand charged with stealing from a waggon at the Hutt, on the 28th ultimo, one case containing twelve bottles of gin. (From the Spectator, December 8.) The last hopes of the Vatican are centred on the Pope's successor, and the question who that successor is to be becomes one of the most interesting in European politics. The ordinary meeting of the Hutt County Council was held yesterday. Present — Councillors Taylor (in the chair), Oliver, Lancaster, Morgan, Speedy, Hill, Smith, and Monaghan. Authority for the engineer to survey a road from Kaiwarra to Johnsonville was sealed and signed. TUESDAY, FEBRUARY 12. Walter Ockenden was brought up on remand charged with stealing from a waggon at the Hutt, on the 28th ultimo, one case containing twelve bottles of gin. (From the Spectator, December 8.) The last hopes of the Vatican are centred on the Pope's successor, and the question who that successor is to be becomes one of the most interesting in European politics. bbox=[901, 582, 1039, 773]
column-7-head-1: HUTT COUNTY COUNCIL. bbox=[909, 238, 1031, 249]
column-5-head-1: WELLINGTON COLLEGE. bbox=[614, 45, 733, 55]
column-7-head-2: RESIDENT MAGISTRATE'S COURT. bbox=[907, 544, 1033, 566]
